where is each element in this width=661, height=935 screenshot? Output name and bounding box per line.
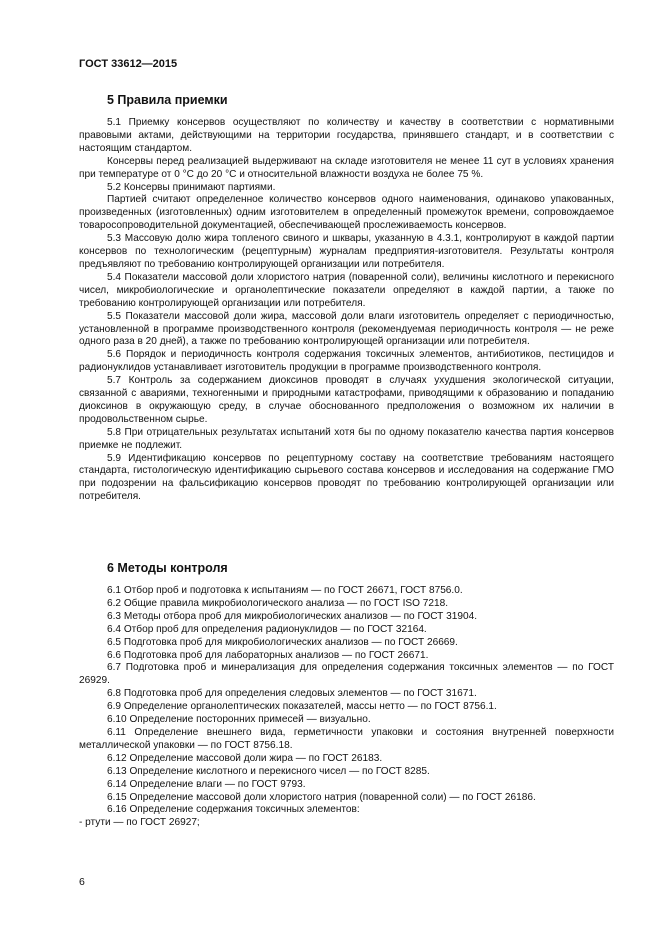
paragraph: 5.3 Массовую долю жира топленого свиного и шквары, указанную в 4.3.1, контролируют в каждой партии консервов по технологическим (рецептурным) журналам предприятия-изготовителя. Результаты контроля предъявляют по требованию контролирующей организации или потребителя. bbox=[79, 233, 614, 270]
list-item: 6.8 Подготовка проб для определения следовых элементов — по ГОСТ 31671. bbox=[107, 688, 477, 700]
section-6-body bbox=[79, 585, 614, 830]
list-item: 6.2 Общие правила микробиологического анализа — по ГОСТ ISO 7218. bbox=[107, 597, 449, 609]
paragraph: 5.8 При отрицательных результатах испытаний хотя бы по одному показателю качества партия консервов приемке не подлежит. bbox=[79, 426, 614, 451]
list-item: 6.11 Определение внешнего вида, герметичности упаковки и состояния внутренней поверхности металлической упаковки — по ГОСТ 8756.18. bbox=[79, 726, 614, 751]
list-item: 6.1 Отбор проб и подготовка к испытаниям — по ГОСТ 26671, ГОСТ 8756.0. bbox=[107, 585, 463, 596]
list-item: 6.16 Определение содержания токсичных элементов: bbox=[107, 804, 360, 816]
paragraph: 5.2 Консервы принимают партиями. bbox=[107, 181, 276, 193]
list-item: 6.15 Определение массовой доли хлористого натрия (поваренной соли) — по ГОСТ 26186. bbox=[107, 791, 536, 803]
list-item: 6.13 Определение кислотного и перекисного чисел — по ГОСТ 8285. bbox=[107, 765, 430, 777]
list-item: 6.10 Определение посторонних примесей — визуально. bbox=[107, 714, 371, 726]
paragraph: 5.1 Приемку консервов осуществляют по количеству и качеству в соответствии с нормативными правовыми актами, действующими на территории государства, принявшего стандарт, и в соответствии с настоящим стандартом. bbox=[79, 117, 614, 154]
list-item: 6.5 Подготовка проб для микробиологических анализов — по ГОСТ 26669. bbox=[107, 636, 458, 648]
paragraph: 5.5 Показатели массовой доли жира, массовой доли влаги изготовитель определяет с периодичностью, установленной в программе производственного контроля (рекомендуемая периодичность контроля — не реже одного раза в 20 дней), а также по требованию контролирующей организации или потребителя. bbox=[79, 310, 614, 348]
paragraph: 5.6 Порядок и периодичность контроля содержания токсичных элементов, антибиотиков, пестицидов и радионуклидов устанавливает изготовитель продукции в программе производственного контроля. bbox=[79, 349, 614, 374]
section-5-body bbox=[79, 117, 614, 504]
page-number: 6 bbox=[79, 876, 85, 888]
section-6-title: 6 Методы контроля bbox=[107, 561, 228, 575]
list-item: 6.7 Подготовка проб и минерализация для определения содержания токсичных элементов — по ГОСТ 26929. bbox=[79, 662, 614, 687]
section-5-title: 5 Правила приемки bbox=[107, 93, 228, 107]
document-code: ГОСТ 33612—2015 bbox=[79, 58, 178, 70]
paragraph: Партией считают определенное количество консервов одного наименования, одинаково упакованных, произведенных (изготовленных) одним изготовителем в определенный промежуток времени, сопровождаемое товаросопроводительной документацией, обеспечивающей прослеживаемость консервов. bbox=[79, 194, 614, 232]
list-item: 6.6 Подготовка проб для лабораторных анализов — по ГОСТ 26671. bbox=[107, 649, 429, 661]
list-item: 6.12 Определение массовой доли жира — по ГОСТ 26183. bbox=[107, 752, 383, 764]
list-item: 6.3 Методы отбора проб для микробиологических анализов — по ГОСТ 31904. bbox=[107, 610, 478, 622]
list-item: 6.9 Определение органолептических показателей, массы нетто — по ГОСТ 8756.1. bbox=[107, 701, 497, 713]
paragraph: 5.9 Идентификацию консервов по рецептурному составу на соответствие требованиям настоящего стандарта, гистологическую идентификацию сырьевого состава консервов и исследования на содержание ГМО при подозрении на фальсификацию консервов проводят по требованию контролирующей организации или потребителя. bbox=[79, 452, 614, 503]
paragraph: Консервы перед реализацией выдерживают на складе изготовителя не менее 11 сут в условиях хранения при температуре от 0 °С до 20 °С и относительной влажности воздуха не более 75 %. bbox=[79, 155, 614, 180]
list-item: - ртути — по ГОСТ 26927; bbox=[79, 817, 200, 829]
list-item: 6.4 Отбор проб для определения радионуклидов — по ГОСТ 32164. bbox=[107, 623, 427, 635]
paragraph: 5.4 Показатели массовой доли хлористого натрия (поваренной соли), величины кислотного и перекисного чисел, микробиологические и органолептические показатели определяют в каждой партии, а также по требованию контролирующей организации или потребителя. bbox=[79, 271, 614, 309]
list-item: 6.14 Определение влаги — по ГОСТ 9793. bbox=[107, 778, 306, 790]
paragraph: 5.7 Контроль за содержанием диоксинов проводят в случаях ухудшения экологической ситуации, связанной с авариями, техногенными и природными катастрофами, приводящими к образованию и попаданию диоксинов в окружающую среду, в случае обоснованного предположения о возможном их наличии в продовольственном сырье. bbox=[79, 375, 614, 425]
